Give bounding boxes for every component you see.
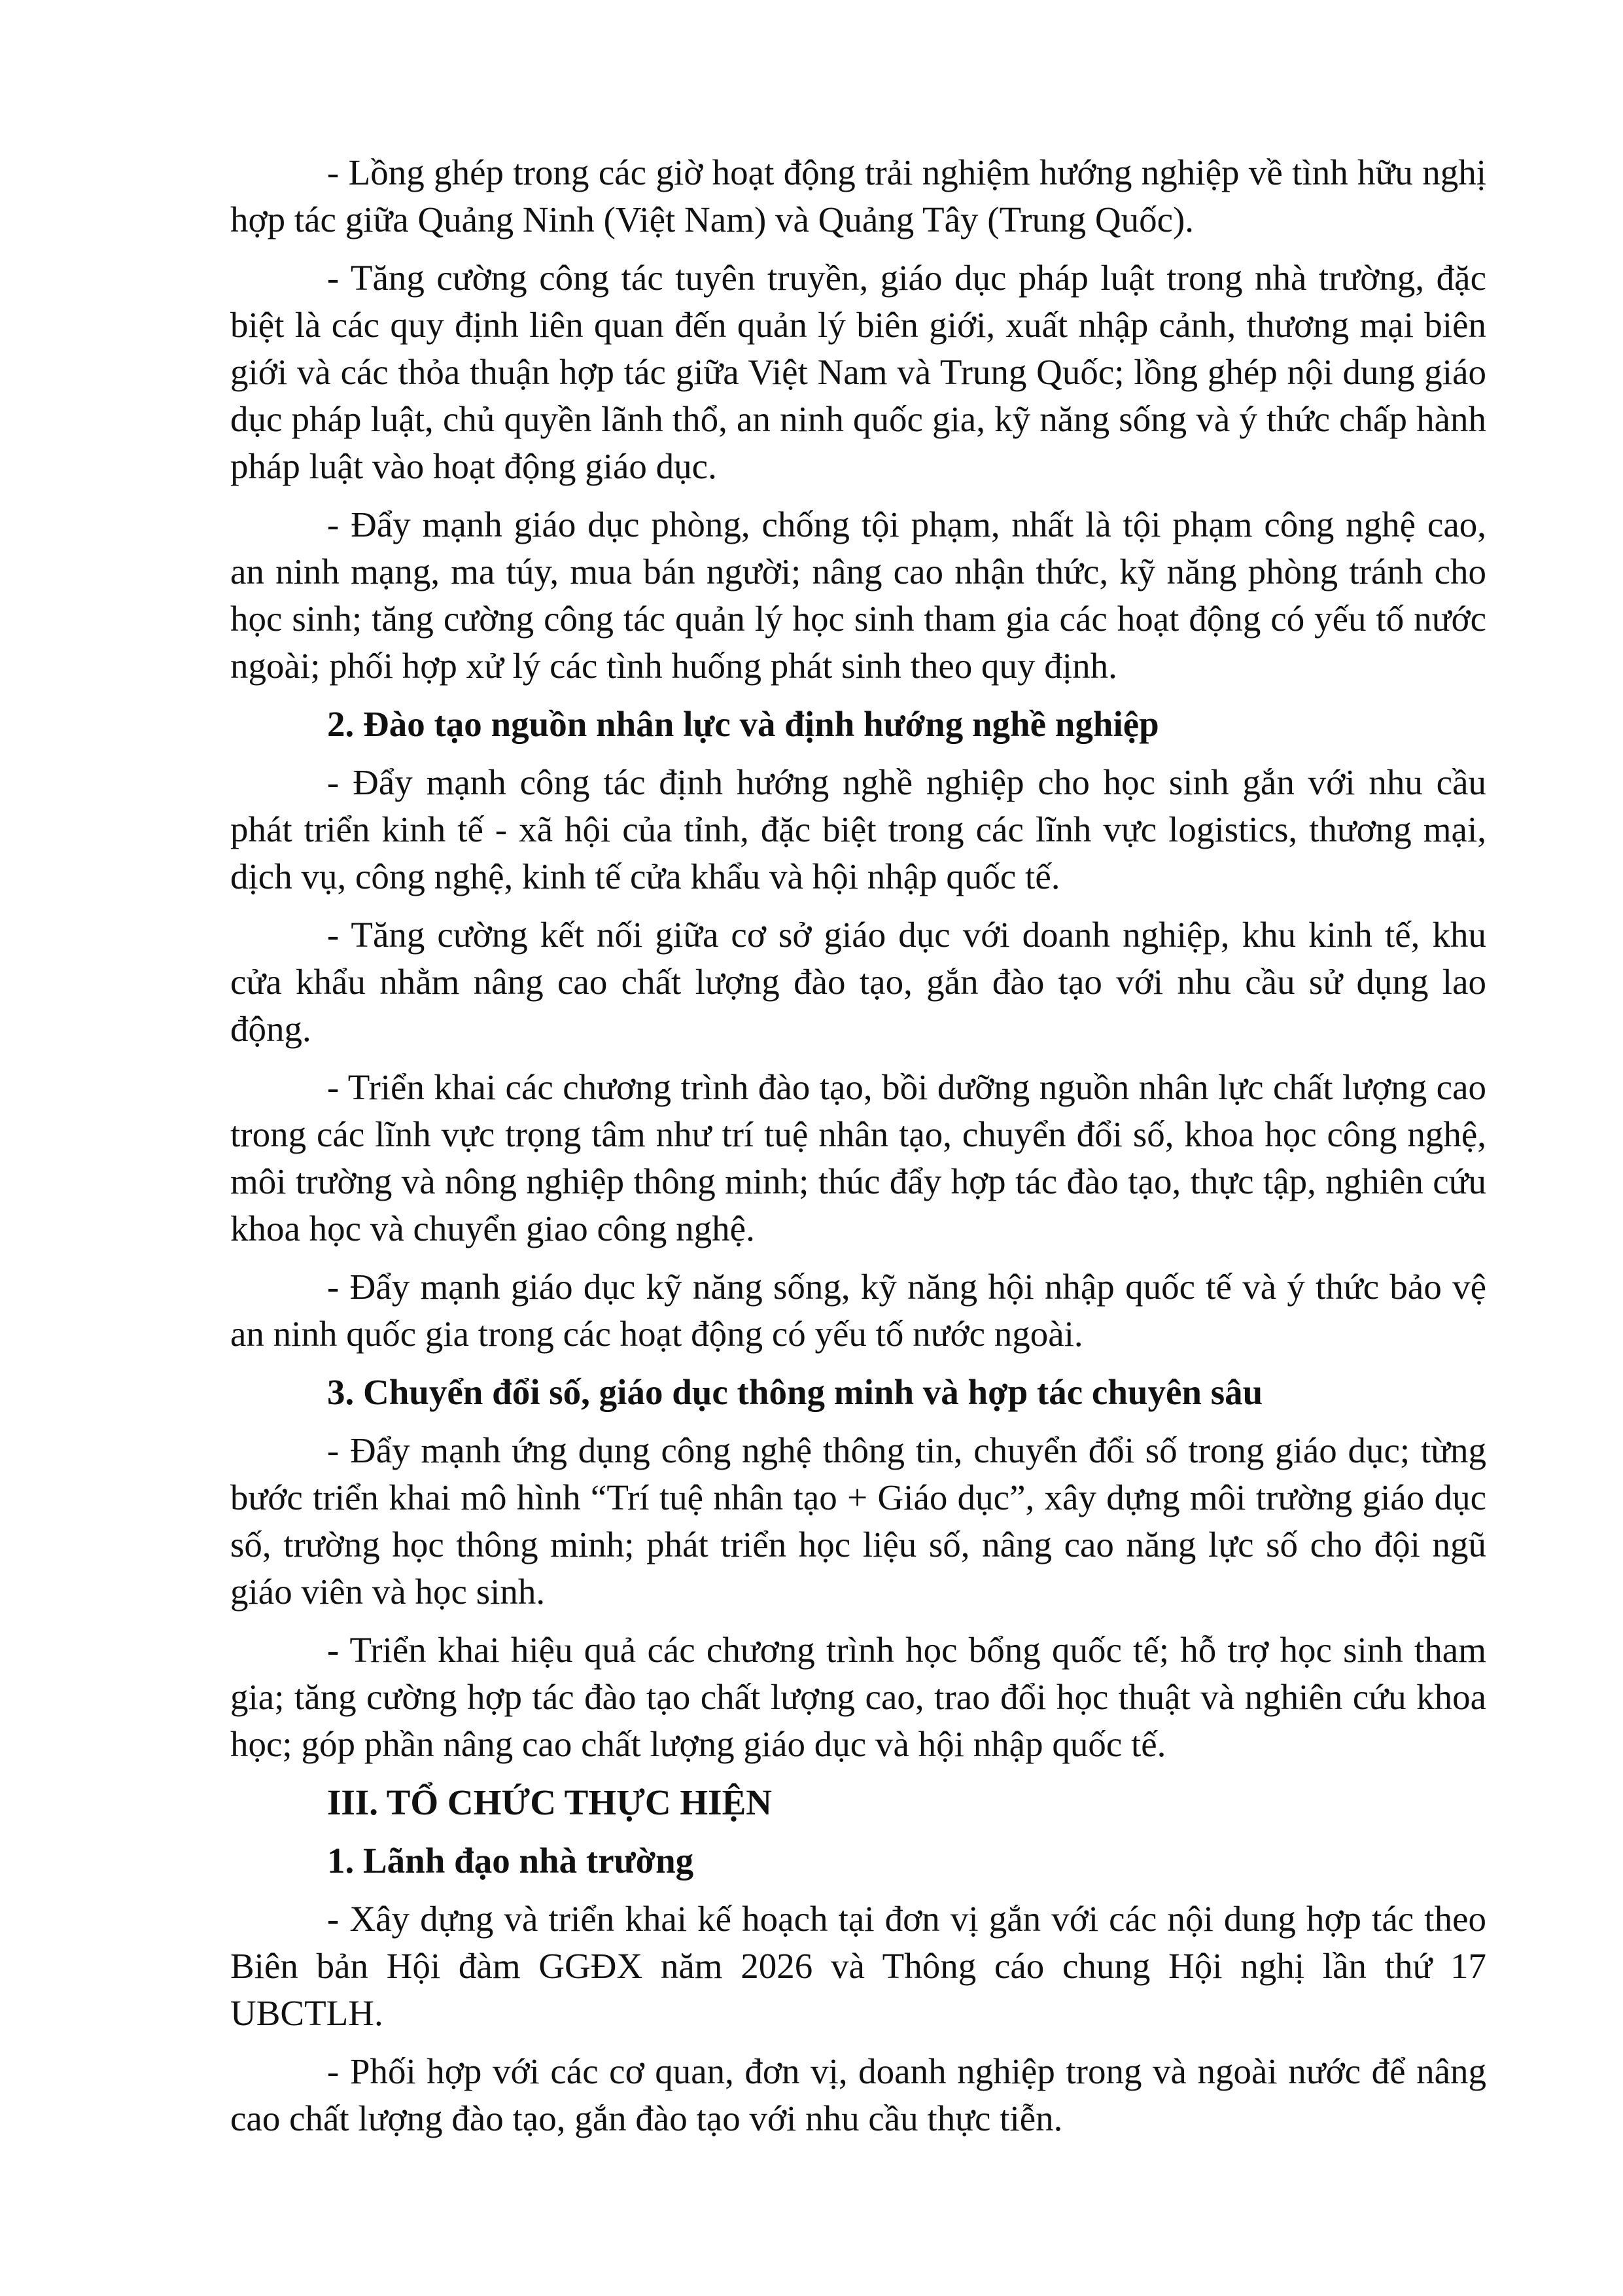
paragraph-it-application: - Đẩy mạnh ứng dụng công nghệ thông tin, chuyển đổi số trong giáo dục; từng bước triển khai mô hình “Trí tuệ nhân tạo + Giáo dục”, xây dựng môi trường giáo dục số, trường học thông minh; phát triển học liệu số, nâng cao năng lực số cho đội ngũ giáo viên và học sinh. bbox=[230, 1430, 1486, 1612]
section-heading-school-leadership: 1. Lãnh đạo nhà trường bbox=[327, 1841, 694, 1881]
paragraph-scholarships: - Triển khai hiệu quả các chương trình học bổng quốc tế; hỗ trợ học sinh tham gia; tăng cường hợp tác đào tạo chất lượng cao, trao đổi học thuật và nghiên cứu khoa học; góp phần nâng cao chất lượng giáo dục và hội nhập quốc tế. bbox=[230, 1630, 1486, 1764]
section-heading-workforce-training: 2. Đào tạo nguồn nhân lực và định hướng nghề nghiệp bbox=[327, 704, 1159, 744]
paragraph-high-quality-training: - Triển khai các chương trình đào tạo, bồi dưỡng nguồn nhân lực chất lượng cao trong các lĩnh vực trọng tâm như trí tuệ nhân tạo, chuyển đổi số, khoa học công nghệ, môi trường và nông nghiệp thông minh; thúc đẩy hợp tác đào tạo, thực tập, nghiên cứu khoa học và chuyển giao công nghệ. bbox=[230, 1067, 1486, 1248]
paragraph-integration-activities: - Lồng ghép trong các giờ hoạt động trải nghiệm hướng nghiệp về tình hữu nghị hợp tác giữa Quảng Ninh (Việt Nam) và Quảng Tây (Trung Quốc). bbox=[230, 152, 1486, 239]
paragraph-business-connection: - Tăng cường kết nối giữa cơ sở giáo dục với doanh nghiệp, khu kinh tế, khu cửa khẩu nhằm nâng cao chất lượng đào tạo, gắn đào tạo với nhu cầu sử dụng lao động. bbox=[230, 915, 1486, 1049]
section-heading-digital-transformation: 3. Chuyển đổi số, giáo dục thông minh và hợp tác chuyên sâu bbox=[327, 1372, 1263, 1412]
paragraph-law-education: - Tăng cường công tác tuyên truyền, giáo dục pháp luật trong nhà trường, đặc biệt là các quy định liên quan đến quản lý biên giới, xuất nhập cảnh, thương mại biên giới và các thỏa thuận hợp tác giữa Việt Nam và Trung Quốc; lồng ghép nội dung giáo dục pháp luật, chủ quyền lãnh thổ, an ninh quốc gia, kỹ năng sống và ý thức chấp hành pháp luật vào hoạt động giáo dục. bbox=[230, 258, 1486, 486]
section-heading-implementation: III. TỔ CHỨC THỰC HIỆN bbox=[327, 1782, 772, 1822]
paragraph-unit-plan: - Xây dựng và triển khai kế hoạch tại đơn vị gắn với các nội dung hợp tác theo Biên bản Hội đàm GGĐX năm 2026 và Thông cáo chung Hội nghị lần thứ 17 UBCTLH. bbox=[230, 1899, 1486, 2033]
paragraph-career-orientation: - Đẩy mạnh công tác định hướng nghề nghiệp cho học sinh gắn với nhu cầu phát triển kinh tế - xã hội của tỉnh, đặc biệt trong các lĩnh vực logistics, thương mại, dịch vụ, công nghệ, kinh tế cửa khẩu và hội nhập quốc tế. bbox=[230, 762, 1486, 896]
paragraph-life-skills: - Đẩy mạnh giáo dục kỹ năng sống, kỹ năng hội nhập quốc tế và ý thức bảo vệ an ninh quốc gia trong các hoạt động có yếu tố nước ngoài. bbox=[230, 1267, 1486, 1354]
paragraph-coordination: - Phối hợp với các cơ quan, đơn vị, doanh nghiệp trong và ngoài nước để nâng cao chất lượng đào tạo, gắn đào tạo với nhu cầu thực tiễn. bbox=[230, 2051, 1486, 2138]
document-page bbox=[230, 149, 1486, 2153]
paragraph-crime-prevention: - Đẩy mạnh giáo dục phòng, chống tội phạm, nhất là tội phạm công nghệ cao, an ninh mạng, ma túy, mua bán người; nâng cao nhận thức, kỹ năng phòng tránh cho học sinh; tăng cường công tác quản lý học sinh tham gia các hoạt động có yếu tố nước ngoài; phối hợp xử lý các tình huống phát sinh theo quy định. bbox=[230, 504, 1486, 686]
